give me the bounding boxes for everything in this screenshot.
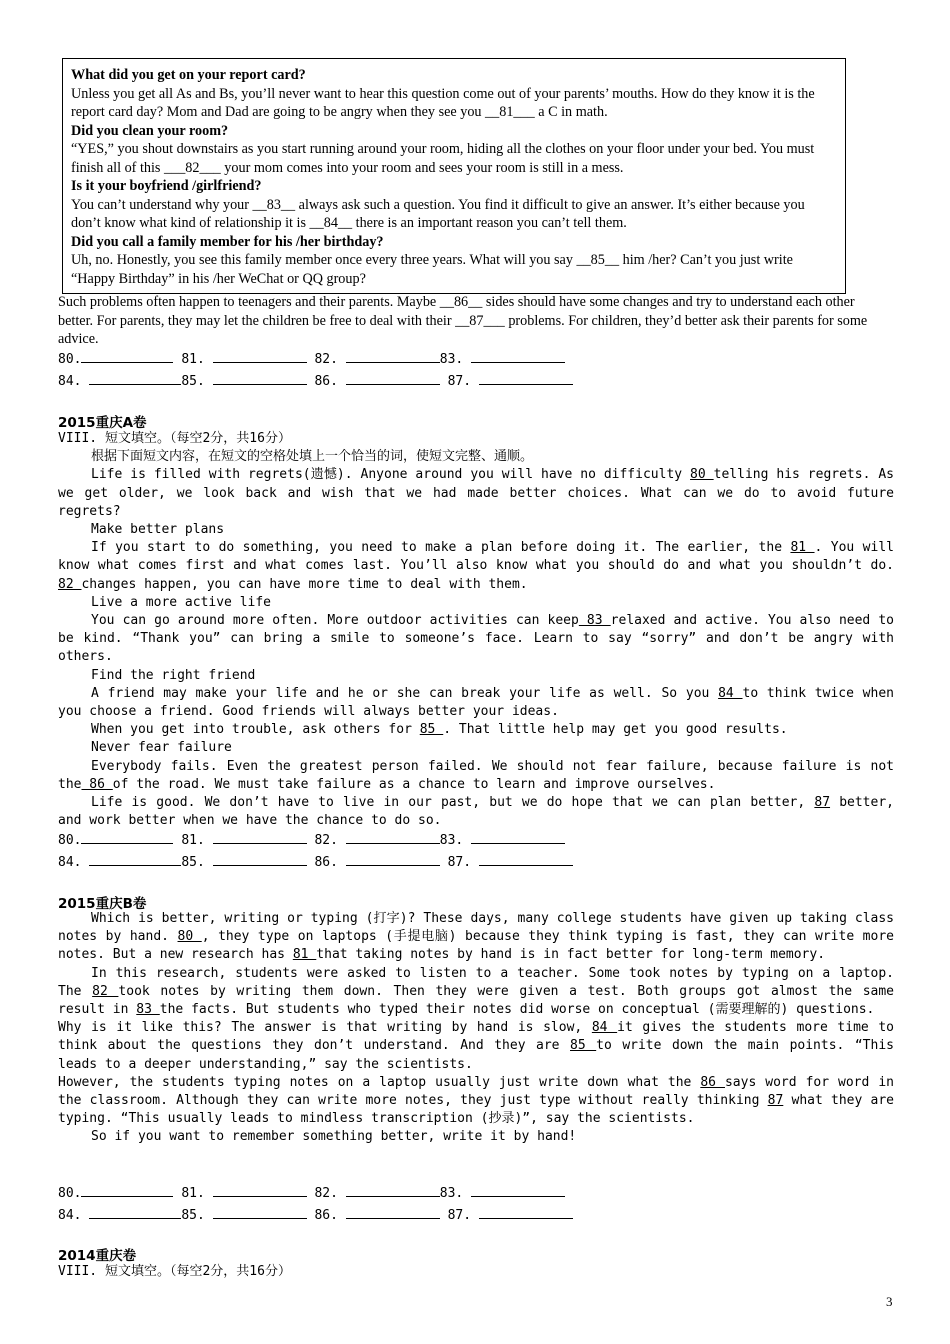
passage-conclusion xyxy=(58,293,893,349)
paragraph-report-card: Unless you get all As and Bs, you’ll never want to hear this question come out of your parents’ mouths. How do they know it is the report card day? Mom and Dad are going to be angry when they see you __81___ a C in math. xyxy=(71,85,815,120)
section-title-2015a: 2015重庆A卷 xyxy=(58,415,147,431)
answer-blank[interactable] xyxy=(479,370,573,385)
answer-label: 85. xyxy=(181,1208,205,1223)
answer-blank[interactable] xyxy=(346,829,440,844)
section-2015b xyxy=(58,910,894,1147)
answer-blank[interactable] xyxy=(346,1182,440,1197)
answer-blank[interactable] xyxy=(479,851,573,866)
paragraph-clean-room: “YES,” you shout downstairs as you start running around your room, hiding all the clothes on your floor under your bed. You must finish all of this ___82___ your mom comes into your room and sees your room is still in a mess. xyxy=(71,141,815,176)
heading-report-card: What did you get on your report card? xyxy=(71,67,306,83)
subheading: Never fear failure xyxy=(91,740,232,756)
paragraph: Everybody fails. Even the greatest person failed. We should not fear failure, because failure is not the 86 of the road. We must take failure as a chance to learn and improve ourselves. xyxy=(58,758,894,792)
answer-lines-2 xyxy=(58,829,573,873)
subheading: Find the right friend xyxy=(91,667,256,683)
blank-83[interactable]: 83 xyxy=(578,613,611,629)
paragraph: Which is better, writing or typing (打字)? These days, many college students have given up taking class notes by hand. 80 , they type on laptops (手提电脑) because they think typing is fast, they can write more notes. But a new research has 81 that taking notes by hand is in fact better for long-term memory. xyxy=(58,911,894,963)
paragraph: You can go around more often. More outdoor activities can keep 83 relaxed and active. You also need to be kind. “Thank you” can bring a smile to someone’s face. Learn to say “sorry” and don’t be angry with others. xyxy=(58,613,894,665)
answer-label: 83. xyxy=(439,352,464,367)
blank-86[interactable]: 86 xyxy=(81,776,113,792)
heading-clean-room: Did you clean your room? xyxy=(71,122,229,139)
blank-81[interactable]: 81 xyxy=(292,947,317,963)
section-title-2015b: 2015重庆B卷 xyxy=(58,896,147,912)
answer-label: 87. xyxy=(447,1208,472,1223)
answer-label: 81. xyxy=(181,833,205,848)
answer-blank[interactable] xyxy=(471,829,565,844)
blank-87[interactable]: 87 xyxy=(767,1093,784,1109)
answer-blank[interactable] xyxy=(89,370,181,385)
subheading: Live a more active life xyxy=(91,594,272,610)
answer-label: 80. xyxy=(58,1186,82,1201)
answer-blank[interactable] xyxy=(479,1204,573,1219)
answer-lines-3 xyxy=(58,1182,573,1226)
answer-label: 83. xyxy=(439,1186,464,1201)
blank-81[interactable]: 81 xyxy=(790,540,815,556)
heading-boyfriend: Is it your boyfriend /girlfriend? xyxy=(71,178,262,194)
answer-label: 86. xyxy=(314,1208,338,1223)
heading-birthday: Did you call a family member for his /her birthday? xyxy=(71,233,384,250)
section-2015a xyxy=(58,430,894,830)
answer-label: 86. xyxy=(314,374,338,389)
paragraph: In this research, students were asked to listen to a teacher. Some took notes by typing on a laptop. The 82 took notes by writing them down. Then they were given a test. Both groups got almost the same result in 83 the facts. But students who typed their notes did worse on conceptual (需要理解的) questions. xyxy=(58,965,895,1018)
direction: 根据下面短文内容，在短文的空格处填上一个恰当的词，使短文完整、通顺。 xyxy=(91,449,534,465)
paragraph: Life is filled with regrets(遗憾). Anyone around you will have no difficulty 80 telling his regrets. As we get older, we look back and wish that we had made better choices. What can we do to avoid future regrets? xyxy=(58,467,894,519)
blank-84[interactable]: 84 xyxy=(591,1020,618,1036)
paragraph-boyfriend: You can’t understand why your __83__ always ask such a question. You find it difficult to give an answer. It’s either because you don’t know what kind of relationship it is __84__ there is an important reason you can’t tell them. xyxy=(71,196,805,231)
answer-label: 81. xyxy=(181,352,205,367)
answer-blank[interactable] xyxy=(471,348,565,363)
blank-80[interactable]: 80 xyxy=(690,467,714,483)
instruction: VIII. 短文填空。（每空2分，共16分） xyxy=(58,431,291,446)
answer-blank[interactable] xyxy=(213,851,307,866)
answer-label: 85. xyxy=(181,374,205,389)
answer-label: 82. xyxy=(314,352,338,367)
answer-blank[interactable] xyxy=(213,1204,307,1219)
section-2014 xyxy=(58,1263,894,1281)
answer-blank[interactable] xyxy=(89,1204,181,1219)
paragraph: However, the students typing notes on a laptop usually just write down what the 86 says word for word in the classroom. Although they can write more notes, they just type without really thinking 87 what they are typing. “This usually leads to mindless transcription (抄录)”, say the scientists. xyxy=(58,1074,894,1127)
paragraph: Why is it like this? The answer is that writing by hand is slow, 84 it gives the students more time to think about the questions they don’t understand. And they are 85 to write down the main points. “This leads to a deeper understanding,” say the scientists. xyxy=(58,1020,895,1072)
blank-87[interactable]: 87 xyxy=(814,795,831,811)
answer-blank[interactable] xyxy=(213,348,307,363)
answer-label: 82. xyxy=(314,1186,338,1201)
blank-84[interactable]: 84 xyxy=(718,685,743,701)
instruction: VIII. 短文填空。（每空2分，共16分） xyxy=(58,1264,291,1279)
page-number: 3 xyxy=(886,1294,893,1309)
answer-blank[interactable] xyxy=(81,1182,173,1197)
answer-blank[interactable] xyxy=(471,1182,565,1197)
answer-label: 80. xyxy=(58,833,82,848)
paragraph: When you get into trouble, ask others for 85 . That little help may get you good results. xyxy=(91,722,788,738)
passage-frame xyxy=(62,58,846,294)
blank-80[interactable]: 80 xyxy=(177,929,202,945)
answer-label: 84. xyxy=(58,1208,82,1223)
answer-blank[interactable] xyxy=(346,348,440,363)
paragraph: A friend may make your life and he or she can break your life as well. So you 84 to think twice when you choose a friend. Good friends will always better your ideas. xyxy=(58,685,894,720)
blank-82[interactable]: 82 xyxy=(92,983,119,999)
answer-blank[interactable] xyxy=(213,1182,307,1197)
answer-blank[interactable] xyxy=(81,348,173,363)
answer-label: 81. xyxy=(181,1186,205,1201)
blank-85[interactable]: 85 xyxy=(419,722,444,738)
answer-label: 80. xyxy=(58,352,82,367)
answer-label: 87. xyxy=(447,374,472,389)
answer-blank[interactable] xyxy=(81,829,173,844)
answer-blank[interactable] xyxy=(346,851,440,866)
answer-label: 84. xyxy=(58,855,82,870)
paragraph: If you start to do something, you need to make a plan before doing it. The earlier, the 81 . You will know what comes first and what comes last. You’ll also know what you should do and what you shouldn’t do. 82 changes happen, you can have more time to deal with them. xyxy=(58,540,894,592)
blank-86[interactable]: 86 xyxy=(700,1074,725,1090)
section-title-2014: 2014重庆卷 xyxy=(58,1248,137,1264)
answer-blank[interactable] xyxy=(346,1204,440,1219)
paragraph: Life is good. We don’t have to live in our past, but we do hope that we can plan better, 87 better, and work better when we have the chance to do so. xyxy=(58,795,894,829)
answer-blank[interactable] xyxy=(346,370,440,385)
blank-82[interactable]: 82 xyxy=(58,576,82,592)
paragraph-conclusion: Such problems often happen to teenagers and their parents. Maybe __86__ sides should have some changes and try to understand each other better. For parents, they may let the children be free to deal with their __87___ problems. For children, they’d better ask their parents for some advice. xyxy=(58,294,868,347)
answer-blank[interactable] xyxy=(89,851,181,866)
answer-label: 87. xyxy=(447,855,472,870)
blank-85[interactable]: 85 xyxy=(570,1038,597,1054)
answer-label: 84. xyxy=(58,374,82,389)
answer-label: 83. xyxy=(439,833,464,848)
answer-label: 85. xyxy=(181,855,205,870)
answer-blank[interactable] xyxy=(213,829,307,844)
answer-label: 86. xyxy=(314,855,338,870)
answer-lines-1 xyxy=(58,348,573,392)
paragraph-birthday: Uh, no. Honestly, you see this family member once every three years. What will you say __85__ him /her? Can’t you just write “Happy Birthday” in his /her WeChat or QQ group? xyxy=(71,252,793,287)
subheading: Make better plans xyxy=(91,522,225,538)
answer-blank[interactable] xyxy=(213,370,307,385)
paragraph: So if you want to remember something better, write it by hand! xyxy=(91,1129,577,1145)
answer-label: 82. xyxy=(314,833,338,848)
blank-83[interactable]: 83 xyxy=(136,1002,160,1018)
